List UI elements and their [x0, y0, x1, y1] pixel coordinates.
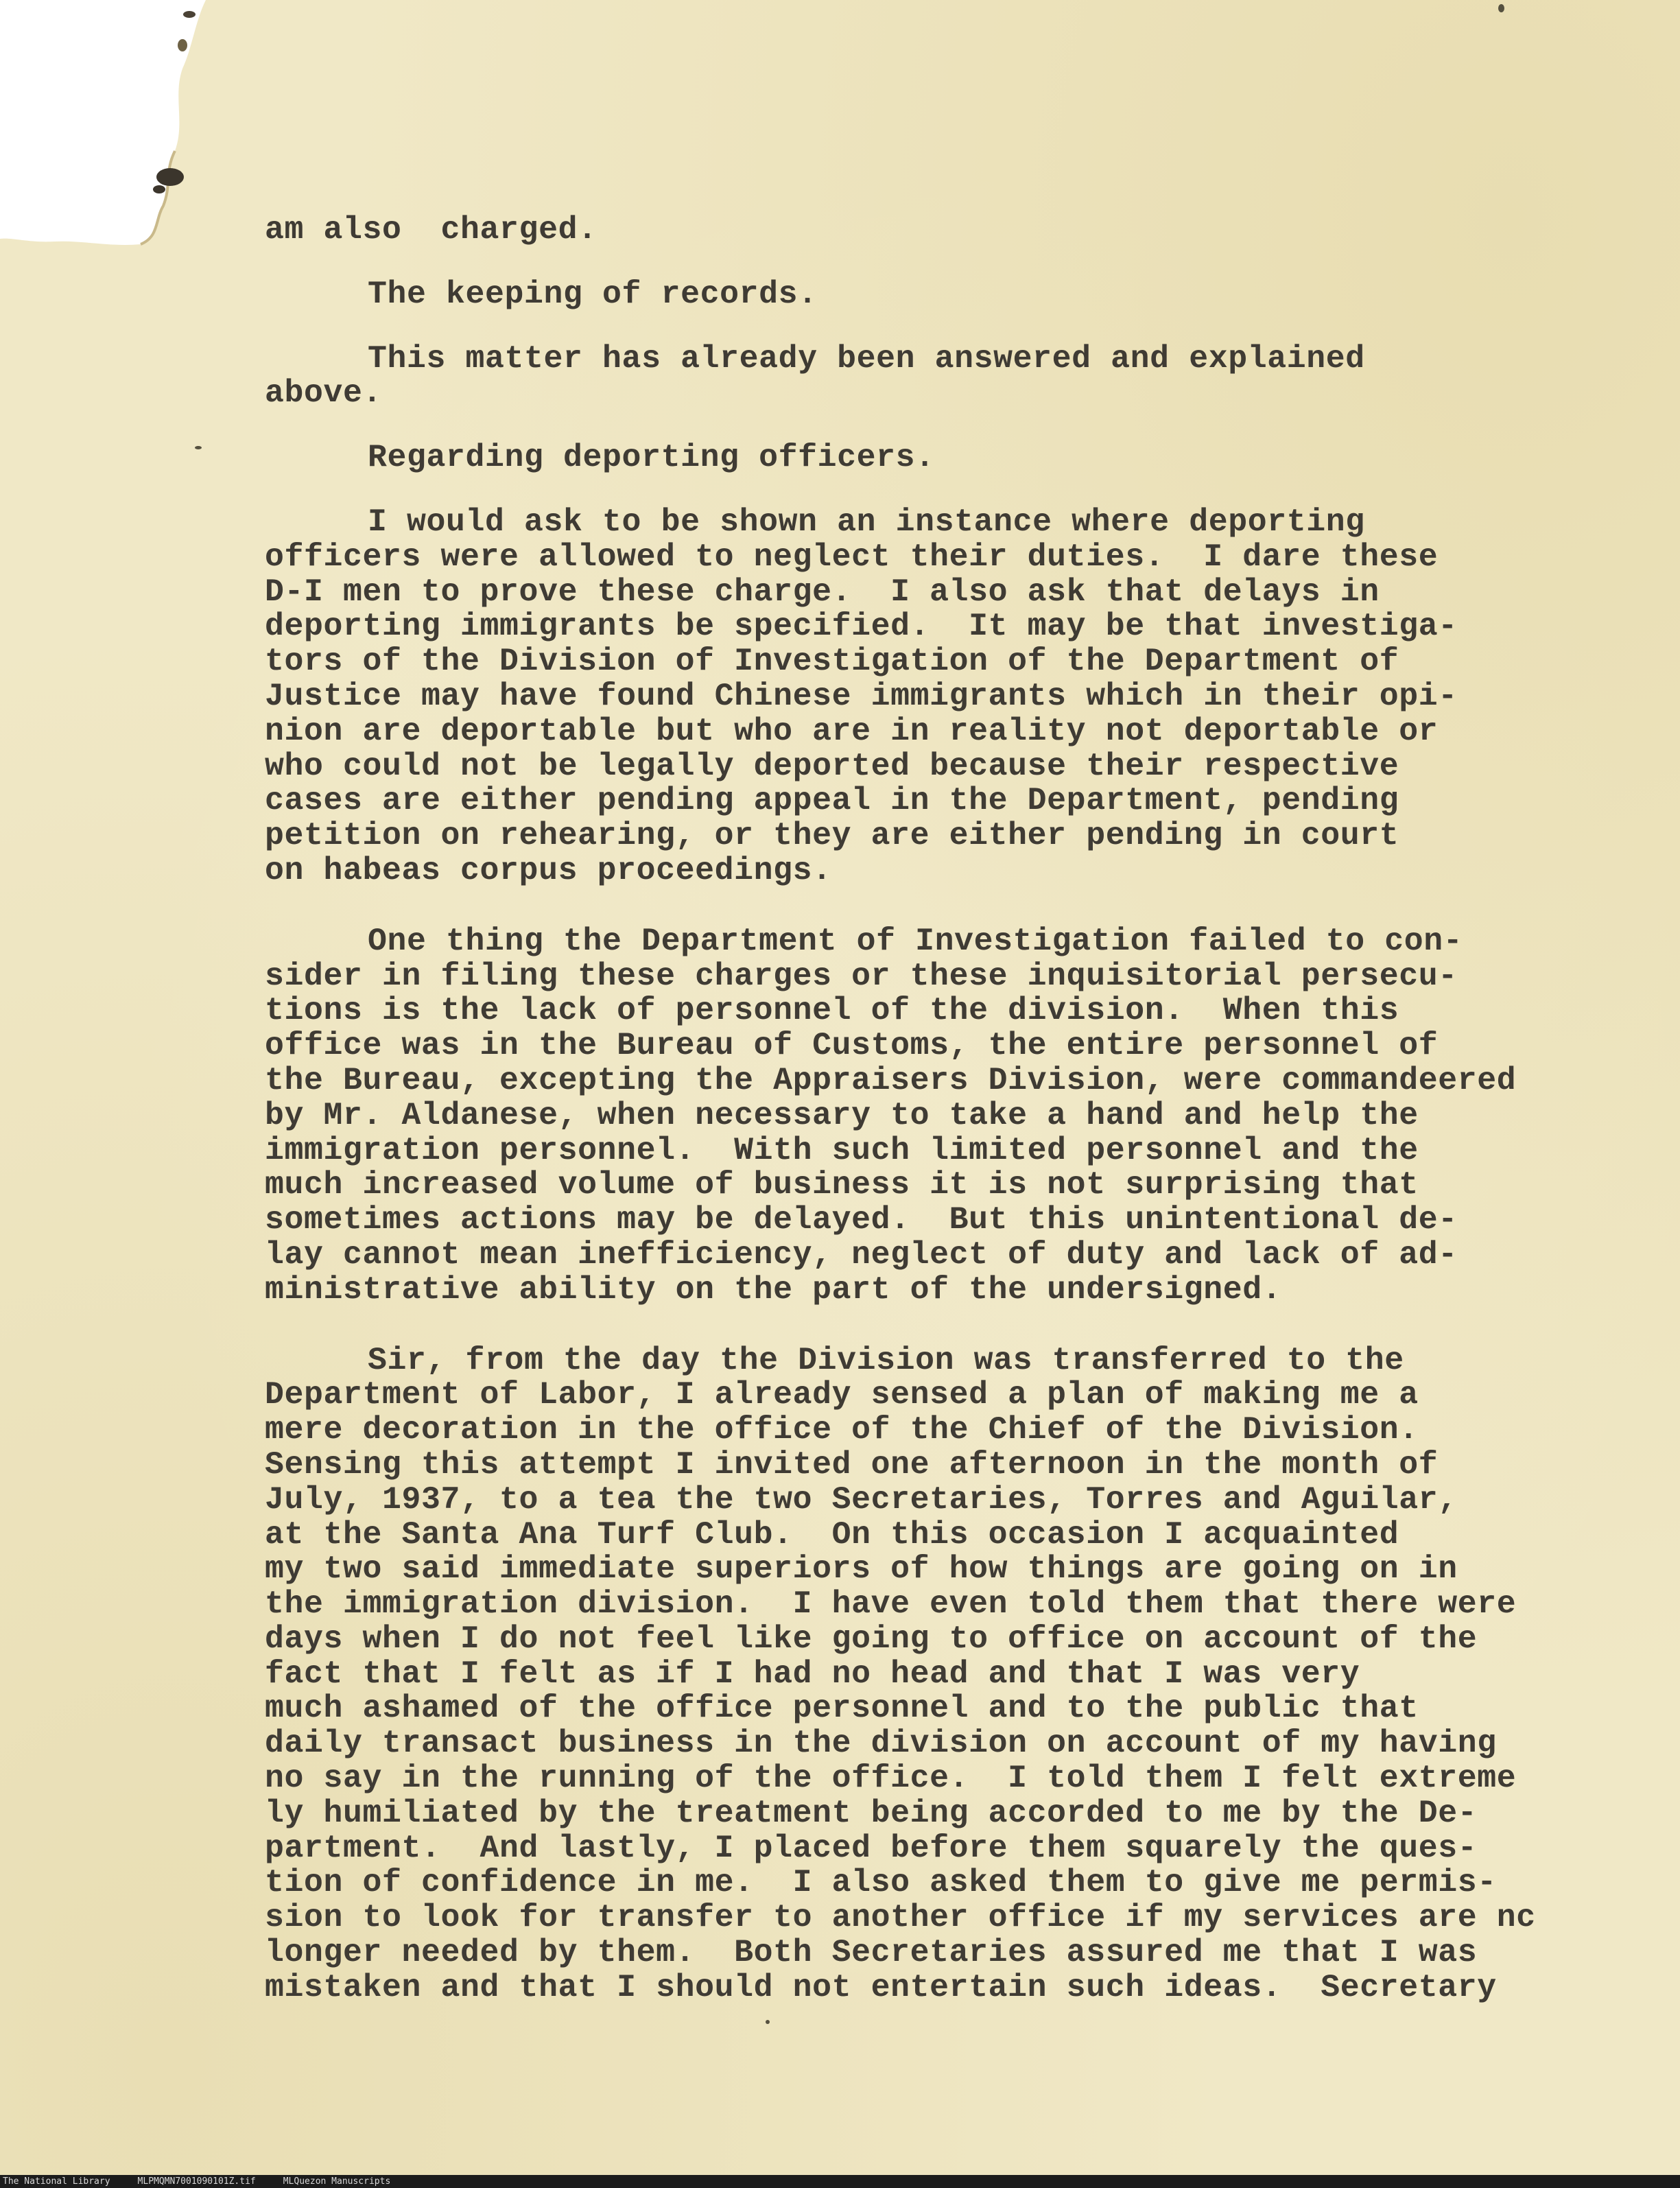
text-line: the immigration division. I have even told them that there were	[265, 1586, 1517, 1623]
text-line: much ashamed of the office personnel and to the public that	[265, 1690, 1419, 1727]
text-line: tions is the lack of personnel of the division. When this	[265, 992, 1399, 1029]
text-line: Department of Labor, I already sensed a plan of making me a	[265, 1376, 1419, 1413]
text-line: no say in the running of the office. I told them I felt extreme	[265, 1760, 1517, 1797]
text-line: tion of confidence in me. I also asked them to give me permis-	[265, 1864, 1497, 1901]
text-line: sometimes actions may be delayed. But this unintentional de-	[265, 1201, 1458, 1238]
text-line: fact that I felt as if I had no head and that I was very	[265, 1655, 1360, 1692]
text-line: am also charged.	[265, 211, 598, 248]
text-line: days when I do not feel like going to office on account of the	[265, 1620, 1478, 1657]
torn-corner-icon	[0, 0, 233, 247]
text-line: immigration personnel. With such limited personnel and the	[265, 1131, 1419, 1168]
ink-speck	[766, 2020, 770, 2024]
text-line: One thing the Department of Investigation failed to con-	[368, 922, 1463, 959]
text-line: ministrative ability on the part of the undersigned.	[265, 1271, 1282, 1308]
text-line: July, 1937, to a tea the two Secretaries, Torres and Aguilar,	[265, 1481, 1458, 1518]
footer-library: The National Library	[3, 2176, 110, 2187]
text-line: lay cannot mean inefficiency, neglect of duty and lack of ad-	[265, 1236, 1458, 1273]
text-line: longer needed by them. Both Secretaries assured me that I was	[265, 1934, 1478, 1971]
text-line: petition on rehearing, or they are either pending in court	[265, 817, 1399, 854]
text-line: D-I men to prove these charge. I also ask that delays in	[265, 573, 1380, 610]
text-line: my two said immediate superiors of how things are going on in	[265, 1551, 1458, 1588]
text-line: tors of the Division of Investigation of the Department of	[265, 643, 1399, 680]
text-line: by Mr. Aldanese, when necessary to take a hand and help the	[265, 1096, 1419, 1133]
footer-file: MLPMQMN7001090101Z.tif	[137, 2176, 256, 2187]
text-line: at the Santa Ana Turf Club. On this occasion I acquainted	[265, 1516, 1399, 1553]
text-line: sion to look for transfer to another office if my services are nc	[265, 1899, 1536, 1936]
typed-letter-text	[265, 213, 1630, 2005]
section-heading: Regarding deporting officers.	[368, 439, 935, 476]
text-line: mistaken and that I should not entertain such ideas. Secretary	[265, 1968, 1497, 2005]
text-line: daily transact business in the division on account of my having	[265, 1725, 1497, 1762]
footer-collection: MLQuezon Manuscripts	[283, 2176, 391, 2187]
text-line: Justice may have found Chinese immigrants which in their opi-	[265, 677, 1458, 714]
text-line: cases are either pending appeal in the Department, pending	[265, 782, 1399, 819]
text-line: ly humiliated by the treatment being accorded to me by the De-	[265, 1794, 1478, 1831]
text-line: much increased volume of business it is not surprising that	[265, 1166, 1419, 1203]
text-line: Sensing this attempt I invited one afternoon in the month of	[265, 1446, 1439, 1483]
ink-speck	[1498, 4, 1504, 12]
text-line: nion are deportable but who are in reality not deportable or	[265, 712, 1439, 749]
text-line: sider in filing these charges or these inquisitorial persecu-	[265, 957, 1458, 994]
ink-speck	[195, 446, 202, 449]
text-line: officers were allowed to neglect their duties. I dare these	[265, 538, 1439, 575]
archive-footer-bar	[0, 2175, 1680, 2188]
text-line: above.	[265, 375, 383, 412]
text-line: office was in the Bureau of Customs, the entire personnel of	[265, 1027, 1439, 1064]
text-line: deporting immigrants be specified. It may be that investiga-	[265, 608, 1458, 645]
text-line: on habeas corpus proceedings.	[265, 851, 832, 889]
text-line: mere decoration in the office of the Chief of the Division.	[265, 1411, 1419, 1448]
text-line: the Bureau, excepting the Appraisers Division, were commandeered	[265, 1061, 1517, 1098]
section-heading: The keeping of records.	[368, 275, 818, 312]
text-line: partment. And lastly, I placed before them squarely the ques-	[265, 1829, 1478, 1866]
text-line: This matter has already been answered and explained	[368, 340, 1365, 377]
text-line: I would ask to be shown an instance where deporting	[368, 503, 1365, 540]
text-line: Sir, from the day the Division was transferred to the	[368, 1341, 1404, 1378]
text-line: who could not be legally deported because their respective	[265, 747, 1399, 784]
